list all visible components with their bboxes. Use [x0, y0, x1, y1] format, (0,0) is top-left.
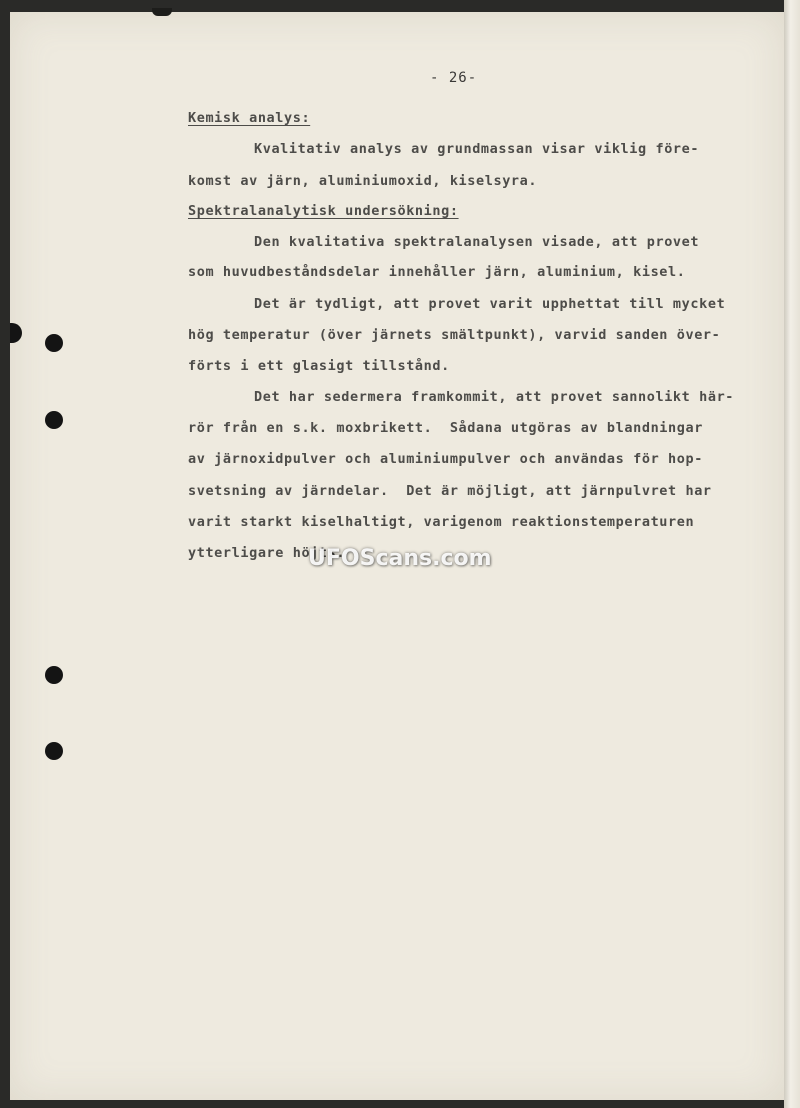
paragraph-line: ytterligare höjts. — [188, 545, 346, 561]
punch-hole-icon — [45, 334, 63, 352]
paragraph-line: förts i ett glasigt tillstånd. — [188, 358, 450, 374]
paragraph-line: Det är tydligt, att provet varit upphettat till mycket — [254, 296, 726, 312]
page-number: - 26- — [430, 70, 478, 86]
paragraph-line: av järnoxidpulver och aluminiumpulver och användas för hop- — [188, 451, 703, 467]
paragraph-line: hög temperatur (över järnets smältpunkt), varvid sanden över- — [188, 327, 721, 343]
watermark-text: UFOScans.com — [308, 546, 492, 571]
paragraph-line: Det har sedermera framkommit, att provet sannolikt här- — [254, 389, 735, 405]
heading-spectral-analysis: Spektralanalytisk undersökning: — [188, 203, 459, 219]
paragraph-line: svetsning av järndelar. Det är möjligt, att järnpulvret har — [188, 483, 712, 499]
paragraph-line: komst av järn, aluminiumoxid, kiselsyra. — [188, 173, 538, 189]
paragraph-line: Den kvalitativa spektralanalysen visade, att provet — [254, 234, 700, 250]
paragraph-line: Kvalitativ analys av grundmassan visar viklig före- — [254, 141, 700, 157]
paragraph-line: varit starkt kiselhaltigt, varigenom reaktionstemperaturen — [188, 514, 695, 530]
punch-hole-icon — [45, 742, 63, 760]
punch-hole-icon — [45, 666, 63, 684]
paragraph-line: som huvudbeståndsdelar innehåller järn, aluminium, kisel. — [188, 264, 686, 280]
paragraph-line: rör från en s.k. moxbrikett. Sådana utgöras av blandningar — [188, 420, 703, 436]
heading-chemical-analysis: Kemisk analys: — [188, 110, 311, 126]
binder-clip-mark — [152, 8, 172, 16]
punch-hole-icon — [45, 411, 63, 429]
page-edge — [784, 0, 800, 1108]
